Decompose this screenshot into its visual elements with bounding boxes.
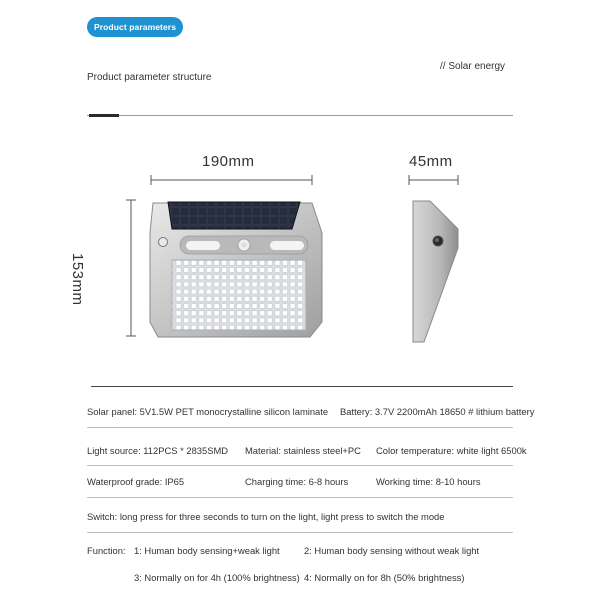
depth-dimension-line xyxy=(409,175,458,185)
spec-charging-time: Charging time: 6-8 hours xyxy=(245,476,349,487)
function-mode-2: 2: Human body sensing without weak light xyxy=(304,545,480,556)
section-title: Product parameter structure xyxy=(87,72,212,83)
row-divider xyxy=(87,427,513,428)
solar-panel xyxy=(168,202,300,229)
spec-color-temperature: Color temperature: white light 6500k xyxy=(376,445,527,456)
power-button-front xyxy=(159,238,168,247)
spec-function-label: Function: xyxy=(87,545,126,556)
row-divider xyxy=(87,532,513,533)
specs-rule xyxy=(91,386,513,387)
spec-battery: Battery: 3.7V 2200mAh 18650 # lithium battery xyxy=(340,406,535,417)
lamp-side-view xyxy=(413,201,458,342)
spec-light-source: Light source: 112PCS * 2835SMD xyxy=(87,445,229,456)
lamp-front-view xyxy=(150,202,322,337)
tagline: // Solar energy xyxy=(440,61,506,72)
depth-dimension-label: 45mm xyxy=(409,153,453,170)
row-divider xyxy=(87,465,513,466)
function-mode-1: 1: Human body sensing+weak light xyxy=(134,545,280,556)
height-dimension-label: 153mm xyxy=(69,253,86,306)
spec-switch: Switch: long press for three seconds to turn on the light, light press to switch the mode xyxy=(87,511,445,522)
spec-working-time: Working time: 8-10 hours xyxy=(376,476,481,487)
width-dimension-line xyxy=(151,175,312,185)
led-panel xyxy=(172,260,306,330)
spec-waterproof: Waterproof grade: IP65 xyxy=(87,476,185,487)
width-dimension-label: 190mm xyxy=(202,153,255,170)
spec-solar-panel: Solar panel: 5V1.5W PET monocrystalline silicon laminate xyxy=(87,406,329,417)
product-parameters-badge: Product parameters xyxy=(87,17,183,37)
function-mode-4: 4: Normally on for 8h (50% brightness) xyxy=(304,572,465,583)
function-mode-3: 3: Normally on for 4h (100% brightness) xyxy=(134,572,300,583)
height-dimension-line xyxy=(126,200,136,336)
spec-material: Material: stainless steel+PC xyxy=(245,445,361,456)
row-divider xyxy=(87,497,513,498)
